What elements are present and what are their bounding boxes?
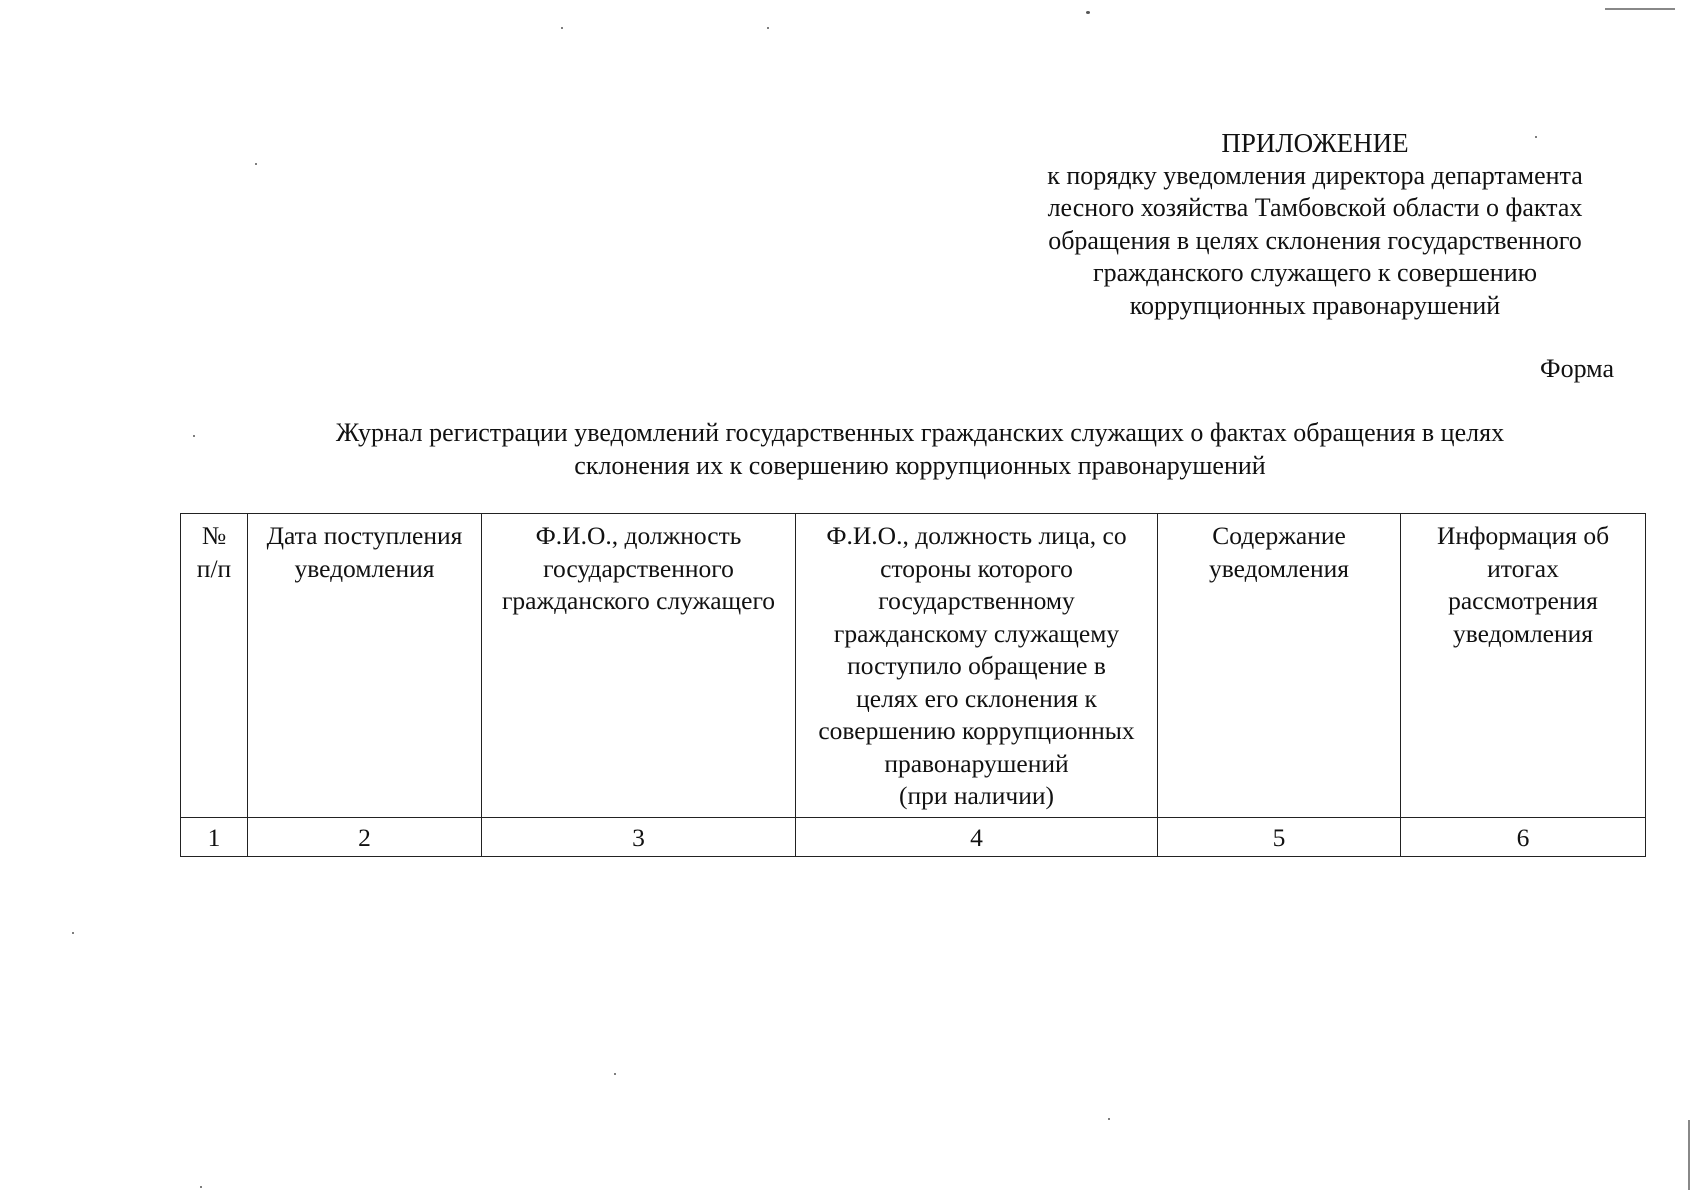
appendix-line: коррупционных правонарушений [1129,290,1501,320]
column-number-row [181,817,1646,857]
header-line: правонарушений [884,748,1069,778]
header-line: Дата поступления [266,521,463,550]
scan-artifact-speck [561,27,563,29]
scan-artifact-speck [1535,136,1537,138]
header-line: уведомления [1452,618,1594,648]
header-line: совершению коррупционных [818,716,1135,745]
column-number-cell: 3 [482,817,796,857]
header-line: п/п [196,553,232,583]
scan-artifact-speck [1108,1118,1110,1120]
appendix-line: обращения в целях склонения государственного [1048,225,1582,255]
scan-artifact-speck [193,435,195,437]
scan-artifact-speck [614,1073,616,1075]
header-line: Информация об [1436,521,1610,550]
scan-artifact-line [1605,8,1675,10]
header-cell-date [248,514,482,818]
appendix-line: лесного хозяйства Тамбовской области о фактах [1047,193,1583,222]
appendix-block [1005,127,1625,322]
column-number-cell: 5 [1158,817,1401,857]
appendix-line: к порядку уведомления директора департамента [1047,160,1583,190]
header-line: гражданскому служащему [833,618,1120,648]
column-number-cell: 2 [248,817,482,857]
header-line: целях его склонения к [856,683,1097,713]
form-label: Форма [1540,354,1614,383]
header-line: стороны которого [880,553,1073,583]
header-line: итогах [1487,553,1559,583]
journal-table [180,513,1646,857]
journal-title-line: склонения их к совершению коррупционных правонарушений [574,451,1266,480]
header-cell-servant [482,514,796,818]
column-number-cell: 6 [1401,817,1646,857]
column-number-cell: 1 [181,817,248,857]
scan-artifact-line [1688,1120,1690,1190]
header-line: гражданского служащего [501,586,776,615]
scan-artifact-speck [200,1186,202,1188]
header-line: государственному [878,586,1075,615]
header-line: уведомления [1208,553,1350,583]
header-line: поступило обращение в [847,651,1106,680]
journal-title [200,416,1640,482]
header-cell-results [1401,514,1646,818]
scan-artifact-speck [1086,11,1090,14]
journal-title-line: Журнал регистрации уведомлений государственных гражданских служащих о фактах обращения в целях [335,418,1505,447]
appendix-line: гражданского служащего к совершению [1092,258,1538,287]
header-line: № [201,521,227,550]
table-header-row [181,514,1646,818]
header-line: Ф.И.О., должность [535,521,742,550]
header-line: Содержание [1212,521,1346,550]
header-cell-content [1158,514,1401,818]
header-line: рассмотрения [1448,586,1598,615]
header-line: государственного [543,553,734,583]
header-line: уведомления [294,553,435,583]
scan-artifact-speck [767,27,769,29]
header-cell-number [181,514,248,818]
appendix-heading: ПРИЛОЖЕНИЕ [1221,128,1409,158]
header-cell-person [796,514,1158,818]
scan-artifact-speck [72,932,74,934]
scan-artifact-speck [255,163,257,165]
column-number-cell: 4 [796,817,1158,857]
header-line: Ф.И.О., должность лица, со [826,521,1127,550]
header-line: (при наличии) [898,781,1055,810]
